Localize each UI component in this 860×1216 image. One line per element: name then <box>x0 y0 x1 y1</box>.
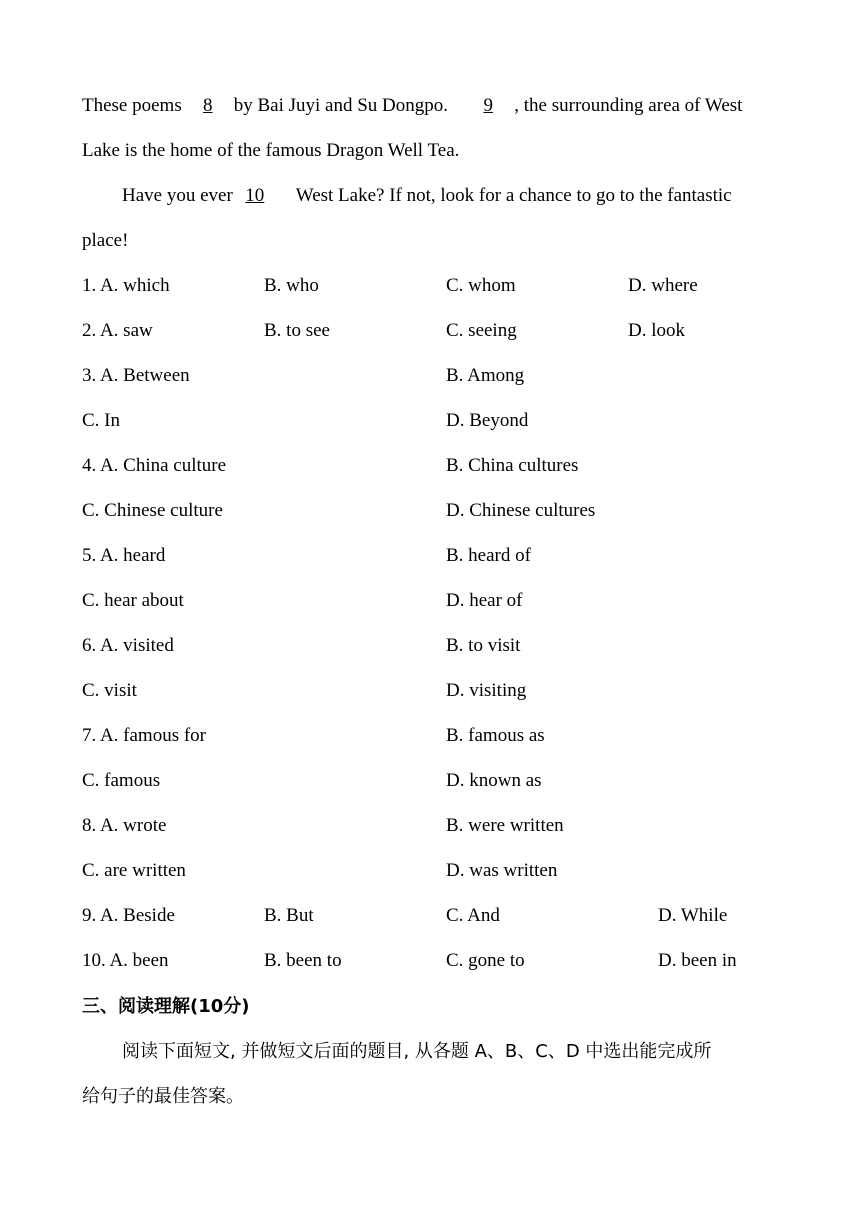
question-6-option: B. to visit <box>446 635 521 656</box>
question-9-option: B. But <box>264 905 314 926</box>
question-7-option: C. famous <box>82 770 161 791</box>
section-instruction: 给句子的最佳答案。 <box>82 1086 244 1107</box>
question-10-option: B. been to <box>264 950 342 971</box>
question-5-option: 5. A. heard <box>82 545 166 566</box>
passage-line: Lake is the home of the famous Dragon Well Tea. <box>82 140 460 161</box>
question-8-option: 8. A. wrote <box>82 815 167 836</box>
question-5-option: B. heard of <box>446 545 531 566</box>
section-instruction: 阅读下面短文, 并做短文后面的题目, 从各题 A、B、C、D 中选出能完成所 <box>122 1041 712 1062</box>
question-1-option: 1. A. which <box>82 275 170 296</box>
question-9-option: 9. A. Beside <box>82 905 175 926</box>
question-10-option: 10. A. been <box>82 950 169 971</box>
question-3-option: C. In <box>82 410 120 431</box>
passage-text: by Bai Juyi and Su Dongpo. <box>233 95 449 116</box>
question-10-option: D. been in <box>658 950 737 971</box>
question-5-option: D. hear of <box>446 590 523 611</box>
passage-text: , the surrounding area of West <box>514 95 743 116</box>
question-4-option: 4. A. China culture <box>82 455 227 476</box>
question-1-option: C. whom <box>446 275 516 296</box>
question-8-option: C. are written <box>82 860 186 881</box>
question-7-option: B. famous as <box>446 725 545 746</box>
question-2-option: D. look <box>628 320 685 341</box>
question-10-option: C. gone to <box>446 950 525 971</box>
question-1-option: B. who <box>264 275 319 296</box>
blank-8: 8 <box>202 95 213 116</box>
passage-text: These poems <box>82 95 182 116</box>
section-heading: 三、阅读理解(10分) <box>82 996 250 1017</box>
question-3-option: 3. A. Between <box>82 365 190 386</box>
question-3-option: B. Among <box>446 365 525 386</box>
question-2-option: 2. A. saw <box>82 320 153 341</box>
passage-text: Have you ever <box>122 185 233 206</box>
question-7-option: 7. A. famous for <box>82 725 207 746</box>
question-1-option: D. where <box>628 275 698 296</box>
question-4-option: C. Chinese culture <box>82 500 223 521</box>
question-7-option: D. known as <box>446 770 542 791</box>
passage-line: place! <box>82 230 129 251</box>
blank-10: 10 <box>245 185 265 206</box>
passage-text: West Lake? If not, look for a chance to go to the fantastic <box>295 185 732 206</box>
question-3-option: D. Beyond <box>446 410 529 431</box>
question-6-option: C. visit <box>82 680 137 701</box>
passage-line <box>82 94 742 118</box>
question-9-option: D. While <box>658 905 728 926</box>
question-5-option: C. hear about <box>82 590 184 611</box>
question-8-option: D. was written <box>446 860 558 881</box>
question-6-option: D. visiting <box>446 680 527 701</box>
question-9-option: C. And <box>446 905 500 926</box>
question-8-option: B. were written <box>446 815 564 836</box>
question-4-option: D. Chinese cultures <box>446 500 596 521</box>
blank-9: 9 <box>483 95 494 116</box>
question-2-option: B. to see <box>264 320 330 341</box>
passage-line <box>122 184 732 208</box>
question-4-option: B. China cultures <box>446 455 579 476</box>
question-6-option: 6. A. visited <box>82 635 174 656</box>
question-2-option: C. seeing <box>446 320 517 341</box>
